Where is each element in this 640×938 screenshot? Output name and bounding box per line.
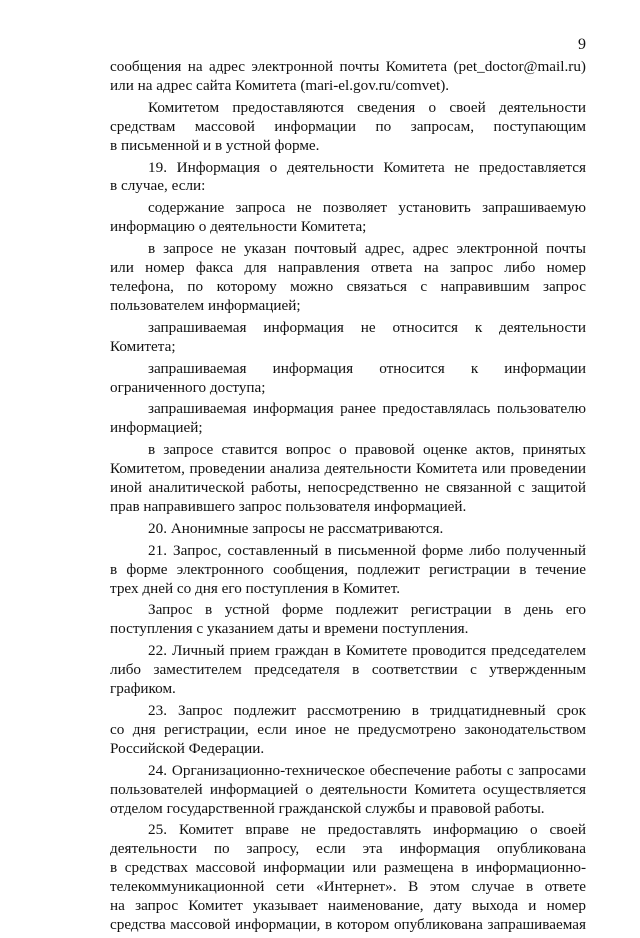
text-line: 22. Личный прием граждан в Комитете проводится председателем [148, 642, 586, 660]
text-line: Российской Федерации. [110, 739, 265, 757]
text-line: ограниченного доступа; [110, 378, 266, 396]
text-line: информацией; [110, 419, 203, 437]
text-line: в форме электронного сообщения, подлежит регистрации в течение [110, 560, 586, 578]
paragraph [110, 199, 586, 237]
text-line: иной аналитической работы, непосредственно не связанной с защитой [110, 479, 586, 497]
paragraph [110, 702, 586, 759]
paragraph [110, 360, 586, 398]
text-line: средства массовой информации, в котором опубликована запрашиваемая [110, 915, 586, 933]
text-line: 23. Запрос подлежит рассмотрению в тридцатидневный срок [148, 702, 586, 719]
paragraph [110, 642, 586, 699]
text-line: пользователем информацией; [110, 296, 301, 314]
text-line: 24. Организационно-техническое обеспечение работы с запросами [148, 761, 586, 779]
text-line: 21. Запрос, составленный в письменной форме либо полученный [148, 541, 586, 559]
text-line: поступления с указанием даты и времени поступления. [110, 620, 469, 638]
text-line: в средствах массовой информации или размещена в информационно- [110, 859, 586, 877]
text-line: пользователей информацией о деятельности Комитета осуществляется [110, 780, 586, 798]
text-line: 20. Анонимные запросы не рассматриваются. [148, 519, 444, 537]
text-line: в запросе ставится вопрос о правовой оценке актов, принятых [148, 441, 586, 459]
text-line: Запрос в устной форме подлежит регистрации в день его [148, 601, 586, 619]
text-line: содержание запроса не позволяет установить запрашиваемую [148, 199, 586, 217]
text-line: в случае, если: [110, 177, 206, 195]
text-line: на запрос Комитет указывает наименование, дату выхода и номер [110, 897, 586, 915]
paragraph [110, 821, 586, 934]
text-line: запрашиваемая информация ранее предоставлялась пользователю [148, 400, 586, 418]
paragraph [110, 159, 586, 197]
text-line: информацию о деятельности Комитета; [110, 218, 367, 236]
paragraph [110, 99, 586, 156]
text-line: средствам массовой информации по запросам, поступающим [110, 117, 586, 135]
text-line: графиком. [110, 680, 176, 698]
text-line: или на адрес сайта Комитета (mari-el.gov.ru/comvet). [110, 76, 450, 94]
paragraph [110, 601, 586, 639]
text-line: телекоммуникационной сети «Интернет». В этом случае в ответе [110, 878, 586, 896]
text-line: в письменной и в устной форме. [110, 136, 320, 154]
paragraph [110, 58, 586, 96]
paragraph [110, 520, 586, 539]
text-line: Комитетом предоставляются сведения о своей деятельности [148, 98, 586, 116]
paragraph [110, 762, 586, 819]
text-line: Комитета; [110, 337, 176, 355]
paragraph [110, 319, 586, 357]
paragraph [110, 400, 586, 438]
text-line: или номер факса для направления ответа на запрос либо номер [110, 259, 586, 277]
text-line: запрашиваемая информация относится к информации [148, 359, 586, 377]
text-line: Комитетом, проведении анализа деятельности Комитета или проведении [110, 460, 586, 478]
text-line: 25. Комитет вправе не предоставлять информацию о своей [148, 821, 586, 839]
text-line: сообщения на адрес электронной почты Комитета (pet_doctor@mail.ru) [110, 58, 586, 75]
text-line: деятельности по запросу, если эта информация опубликована [110, 840, 586, 858]
paragraph [110, 441, 586, 517]
text-line: запрашиваемая информация не относится к деятельности [148, 318, 586, 336]
text-line: трех дней со дня его поступления в Комитет. [110, 579, 401, 597]
text-line: телефона, по которому можно связаться с направившим запрос [110, 277, 586, 295]
text-line: со дня регистрации, если иное не предусмотрено законодательством [110, 720, 586, 738]
page-number: 9 [578, 36, 586, 53]
text-line: отделом государственной гражданской службы и правовой работы. [110, 799, 545, 817]
paragraph [110, 542, 586, 599]
document-body [110, 58, 586, 938]
text-line: прав направившего запрос пользователя информацией. [110, 497, 467, 515]
text-line: 19. Информация о деятельности Комитета не предоставляется [148, 158, 586, 176]
text-line: либо заместителем председателя в соответствии с утвержденным [110, 661, 586, 679]
paragraph [110, 240, 586, 316]
text-line: в запросе не указан почтовый адрес, адрес электронной почты [148, 240, 586, 258]
